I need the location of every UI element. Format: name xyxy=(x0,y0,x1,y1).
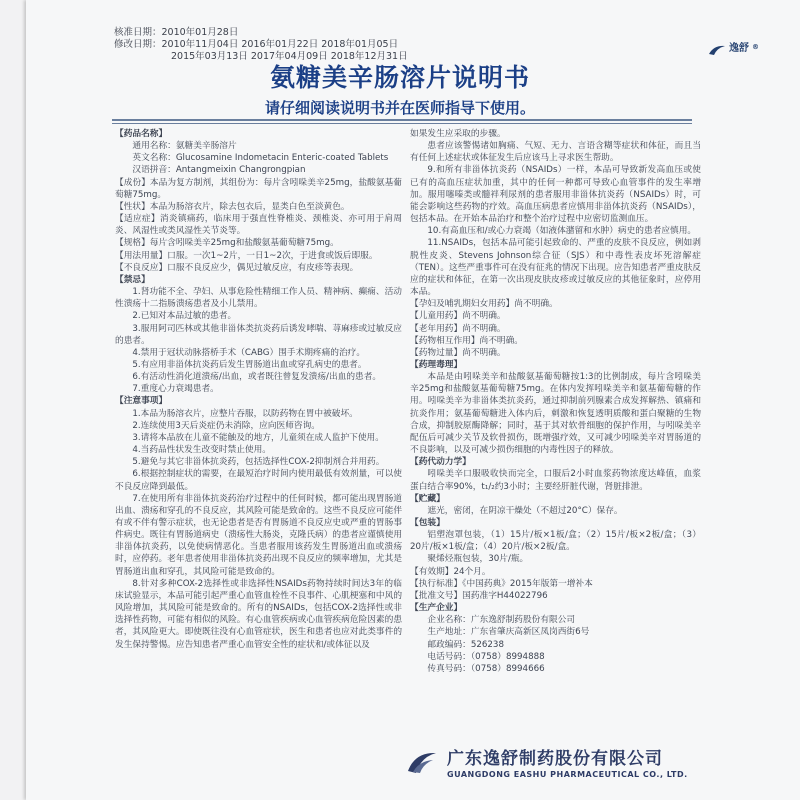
company-name-cn: 广东逸舒制药股份有限公司 xyxy=(447,749,663,769)
left-column xyxy=(115,128,402,651)
section-heading: 【药理毒理】 xyxy=(410,359,463,370)
divider xyxy=(112,119,692,121)
paragraph: 企业名称：广东逸舒制药股份有限公司 xyxy=(427,615,576,626)
paragraph: 遮光，密闭，在阴凉干燥处（不超过20°C）保存。 xyxy=(427,505,623,516)
modified-dates-line-1: 修改日期：2010年11月04日 2016年01月22日 2018年01月05日 xyxy=(114,39,399,50)
paragraph: 【性状】本品为肠溶衣片，除去包衣后，显类白色至淡黄色。 xyxy=(115,201,350,212)
paragraph: 【老年用药】尚不明确。 xyxy=(410,323,506,334)
paragraph: 2.已知对本品过敏的患者。 xyxy=(132,311,237,322)
paragraph: 【有效期】24个月。 xyxy=(410,566,491,577)
paragraph: 【不良反应】口服不良反应少，偶见过敏反应，有皮疹等表现。 xyxy=(115,262,359,273)
paragraph: 5.避免与其它非甾体抗炎药，包括选择性COX-2抑制剂合并用药。 xyxy=(132,457,385,468)
paragraph: 4.当药品性状发生改变时禁止使用。 xyxy=(132,445,271,456)
section-heading: 【包装】 xyxy=(410,518,445,528)
section-heading: 【药代动力学】 xyxy=(410,457,471,468)
approval-date: 核准日期：2010年01月28日 xyxy=(114,27,239,38)
paragraph: 如果发生应采取的步骤。 xyxy=(410,129,506,139)
company-name-en: GUANGDONG EASHU PHARMACEUTICAL CO., LTD. xyxy=(447,770,688,779)
paragraph: 【药物相互作用】尚不明确。 xyxy=(410,335,523,346)
section-heading: 【药品名称】 xyxy=(115,129,168,139)
paragraph: 【规格】每片含吲哚美辛25mg和盐酸氨基葡萄糖75mg。 xyxy=(115,238,339,249)
paragraph: 8.针对多种COX-2选择性或非选择性NSAIDs药物持续时间达3年的临床试验显示，本品可能引起严重心血管血栓性不良事件、心肌梗塞和中风的风险增加，其风险可能是致命的。所有的NSAIDs，包括COX-2选择性或非选择性药物，可能有相似的风险。有心血管疾病或心血管疾病危险因素的患者，其风险更大。即使既往没有心血管症状，医生和患者也应对此类事件的发生保持警惕。应告知患者严重心血管安全性的症状和/或体征以及 xyxy=(115,578,402,650)
paragraph: 3.服用阿司匹林或其他非甾体类抗炎药后诱发哮喘、荨麻疹或过敏反应的患者。 xyxy=(115,323,402,346)
paragraph: 生产地址：广东省肇庆高新区凤岗西街6号 xyxy=(427,627,590,638)
paragraph: 6.有活动性消化道溃疡/出血，或者既往曾复发溃疡/出血的患者。 xyxy=(132,372,382,383)
paragraph: 患者应该警惕诸如胸痛、气短、无力、言语含糊等症状和体征，而且当有任何上述症状或体征发生后应该马上寻求医生帮助。 xyxy=(410,141,701,164)
section-heading: 【注意事项】 xyxy=(115,396,168,407)
paragraph: 【用法用量】口服。一次1~2片，一日1~2次，于进食或饭后即服。 xyxy=(115,250,378,261)
paragraph: 【适应症】消炎镇痛药，临床用于强直性脊椎炎、颈椎炎、亦可用于肩周炎、风湿性或类风湿性关节炎等。 xyxy=(115,214,402,237)
paragraph: 5.有应用非甾体抗炎药后发生胃肠道出血或穿孔病史的患者。 xyxy=(132,359,367,370)
paragraph: 聚烯烃瓶包装，30片/瓶。 xyxy=(427,554,529,565)
paragraph: 【批准文号】国药准字H44022796 xyxy=(410,590,548,601)
paragraph: 电话号码：（0758）8994888 xyxy=(427,651,545,662)
paragraph: 【孕妇及哺乳期妇女用药】尚不明确。 xyxy=(410,299,558,310)
paragraph: 英文名称：Glucosamine Indometacin Enteric-coated Tablets xyxy=(132,153,389,164)
company-footer xyxy=(405,744,688,779)
paragraph: 10.有高血压和/或心力衰竭（如液体潴留和水肿）病史的患者应慎用。 xyxy=(427,226,697,237)
paragraph: 7.重度心力衰竭患者。 xyxy=(132,384,219,395)
section-heading: 【生产企业】 xyxy=(410,603,463,614)
company-logo-icon xyxy=(405,749,439,775)
paragraph: 6.根据控制症状的需要，在最短治疗时间内使用最低有效剂量，可以使不良反应降到最低。 xyxy=(115,469,402,492)
paragraph: 汉语拼音：Antangmeixin Changrongpian xyxy=(132,165,306,176)
paragraph: 吲哚美辛口服吸收快而完全，口服后2小时血浆药物浓度达峰值，血浆蛋白结合率90%，t₁/₂约3小时；主要经肝脏代谢，肾脏排泄。 xyxy=(410,469,701,492)
section-heading: 【禁忌】 xyxy=(115,274,150,285)
header-logo xyxy=(708,39,759,54)
paragraph: 【成份】本品为复方制剂，其组份为：每片含吲哚美辛25mg，盐酸氨基葡萄糖75mg。 xyxy=(115,177,402,200)
page-title: 氨糖美辛肠溶片说明书 xyxy=(269,63,530,92)
divider xyxy=(112,123,692,124)
paragraph: 3.请将本品放在儿童不能触及的地方，儿童须在成人监护下使用。 xyxy=(132,432,384,443)
paragraph: 【儿童用药】尚不明确。 xyxy=(410,311,506,322)
paragraph: 2.连续使用3天后炎症仍未消除，应向医师咨询。 xyxy=(132,420,320,431)
paragraph: 【药物过量】尚不明确。 xyxy=(410,347,506,358)
paragraph: 7.在使用所有非甾体抗炎药治疗过程中的任何时候，都可能出现胃肠道出血、溃疡和穿孔的不良反应，其风险可能是致命的。这些不良反应可能伴有或不伴有警示症状，也无论患者是否有胃肠道不良反应史或严重的胃肠事件病史。既往有胃肠道病史（溃疡性大肠炎，克隆氏病）的患者应谨慎使用非甾体抗炎药，以免使病情恶化。当患者服用该药发生胃肠道出血或溃疡时，应停药。老年患者使用非甾体抗炎药出现不良反应的频率增加，尤其是胃肠道出血和穿孔，其风险可能是致命的。 xyxy=(115,493,402,577)
page-subtitle: 请仔细阅读说明书并在医师指导下使用。 xyxy=(264,99,535,117)
paragraph: 4.禁用于冠状动脉搭桥手术（CABG）围手术期疼痛的治疗。 xyxy=(132,347,366,358)
paragraph: 11.NSAIDs，包括本品可能引起致命的、严重的皮肤不良反应，例如剥脱性皮炎、Stevens Johnson综合征（SJS）和中毒性表皮坏死溶解症（TEN）。这些严重事件可在没有征兆的情况下出现。应告知患者严重皮肤反应的症状和体征，在第一次出现皮肤皮疹或过敏反应的其他征象时，应停用本品。 xyxy=(410,238,701,298)
paragraph: 【执行标准】《中国药典》2015年版第一增补本 xyxy=(410,578,593,589)
right-column xyxy=(410,128,701,675)
section-heading: 【贮藏】 xyxy=(410,493,445,504)
paragraph: 传真号码：（0758）8994666 xyxy=(427,663,545,674)
brand-mark-icon xyxy=(708,41,726,53)
paragraph: 通用名称：氨糖美辛肠溶片 xyxy=(132,141,237,152)
registered-mark: ® xyxy=(752,42,759,51)
paragraph: 1.本品为肠溶衣片，应整片吞服，以防药物在胃中被破坏。 xyxy=(132,408,358,419)
brand-name: 逸舒 xyxy=(729,43,749,54)
paragraph: 铝塑泡罩包装，（1）15片/板×1板/盒；（2）15片/板×2板/盒；（3）20片/板×1板/盒；（4）20片/板×2板/盒。 xyxy=(410,530,701,553)
paragraph: 邮政编码：526238 xyxy=(427,639,504,650)
paragraph: 1.肾功能不全、孕妇、从事危险性精细工作人员、精神病、癫痫、活动性溃疡十二指肠溃疡患者及小儿禁用。 xyxy=(115,287,402,310)
paragraph: 本品是由吲哚美辛和盐酸氨基葡萄糖按1:3的比例制成，每片含吲哚美辛25mg和盐酸氨基葡萄糖75mg。在体内发挥吲哚美辛和氨基葡萄糖的作用。吲哚美辛为非甾体类抗炎药，通过抑制前列腺素合成发挥解热、镇痛和抗炎作用；氨基葡萄糖进入体内后，刺激和恢复透明质酸和蛋白聚糖的生物合成，抑制胶原酶降解；同时，基于其对软骨细胞的保护作用，与吲哚美辛配伍后可减少关节及软骨损伤，既增强疗效，又可减少吲哚美辛对胃肠道的不良影响，以及可减少损伤细胞的内毒性因子的释放。 xyxy=(410,372,701,456)
paragraph: 9.和所有非甾体抗炎药（NSAIDs）一样，本品可导致新发高血压或使已有的高血压症状加重，其中的任何一种都可导致心血管事件的发生率增加。服用噻嗪类或髓袢利尿剂的患者服用非甾体抗炎药（NSAIDs）时，可能会影响这些药物的疗效。高血压病患者应慎用非甾体抗炎药（NSAIDs），包括本品。在开始本品治疗和整个治疗过程中应密切监测血压。 xyxy=(410,165,701,225)
modified-dates-line-2: 2015年03月13日 2017年04月09日 2018年12月31日 xyxy=(171,51,408,62)
